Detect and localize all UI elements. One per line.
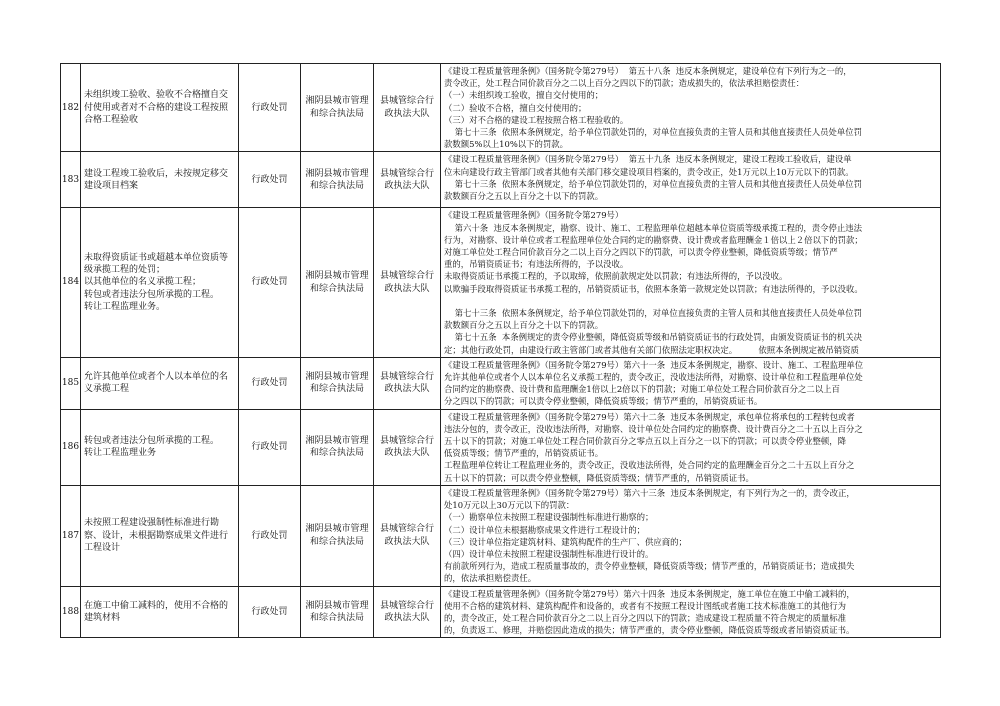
legal-basis-line: 第七十五条 本条例规定的责令停业整顿，降低资质等级和吊销资质证书的行政处罚，由颁发资质证书的机关决	[444, 332, 862, 343]
item-name: 在施工中偷工减料的，使用不合格的建筑材料	[81, 586, 239, 638]
legal-basis-line: 《建设工程质量管理条例》（国务院令第279号）第六十四条 违反本条例规定，施工单位在施工中偷工减料的，	[444, 588, 855, 599]
table-row	[61, 208, 941, 357]
legal-basis-line: 允许其他单位或者个人以本单位名义承揽工程的，责令改正，没收违法所得，对勘察、设计单位和工程监理单位处	[444, 372, 863, 383]
legal-basis-line: （三）设计单位指定建筑材料、建筑构配件的生产厂、供应商的；	[444, 536, 687, 547]
legal-basis-line: （二）设计单位未根据勘察成果文件进行工程设计的；	[444, 524, 645, 535]
executing-unit: 县城管综合行政执法大队	[374, 357, 441, 409]
legal-basis-line: 款数额百分之五以上百分之十以下的罚款。	[444, 191, 604, 202]
legal-basis-line: 五十以下的罚款；可以责令停业整顿，降低资质等级；情节严重的，吊销资质证书。	[444, 472, 754, 483]
executing-unit: 县城管综合行政执法大队	[374, 208, 441, 357]
penalty-category: 行政处罚	[239, 485, 301, 586]
legal-basis-line: （一）未组织竣工验收，擅自交付使用的；	[444, 90, 604, 101]
legal-basis-line: （二）验收不合格，擅自交付使用的；	[444, 102, 587, 113]
legal-basis	[441, 357, 941, 409]
table-row	[61, 485, 941, 586]
responsible-department: 湘阴县城市管理和综合执法局	[301, 152, 374, 208]
penalty-category: 行政处罚	[239, 208, 301, 357]
legal-basis-line: 工程监理单位转让工程监理业务的，责令改正，没收违法所得，处合同约定的监理酬金百分之二十五以上百分之	[444, 460, 855, 471]
legal-basis	[441, 152, 941, 208]
penalty-category: 行政处罚	[239, 357, 301, 409]
item-name: 未组织竣工验收、验收不合格擅自交付使用或者对不合格的建设工程按照合格工程验收	[81, 64, 239, 152]
responsible-department: 湘阴县城市管理和综合执法局	[301, 586, 374, 638]
legal-basis	[441, 64, 941, 152]
item-name: 转包或者违法分包所承揽的工程。 转让工程监理业务	[81, 409, 239, 485]
legal-basis-line: 重的，吊销资质证书；有违法所得的，予以没收。	[444, 259, 629, 270]
legal-basis-line: 第七十三条 依照本条例规定，给予单位罚款处罚的，对单位直接负责的主管人员和其他直接责任人员处单位罚	[444, 308, 862, 319]
table-row	[61, 64, 941, 152]
legal-basis-line: 的，负责返工、修理，并赔偿因此造成的损失；情节严重的，责令停业整顿，降低资质等级或者吊销资质证书。	[444, 625, 855, 636]
legal-basis-line: 未取得资质证书承揽工程的，予以取缔，依照前款规定处以罚款；有违法所得的，予以没收。	[444, 271, 788, 282]
legal-basis-line: （一）勘察单位未按照工程建设强制性标准进行勘察的；	[444, 512, 654, 523]
legal-basis-line: 违法分包的，责令改正，没收违法所得，对勘察、设计单位处合同约定的勘察费、设计费百分之二十五以上百分之	[444, 423, 863, 434]
item-name: 允许其他单位或者个人以本单位的名义承揽工程	[81, 357, 239, 409]
responsible-department: 湘阴县城市管理和综合执法局	[301, 409, 374, 485]
penalty-category: 行政处罚	[239, 586, 301, 638]
legal-basis-line: 第六十条 违反本条例规定，勘察、设计、施工、工程监理单位超越本单位资质等级承揽工程的，责令停止违法	[444, 222, 862, 233]
legal-basis-line: 第七十三条 依照本条例规定，给予单位罚款处罚的，对单位直接负责的主管人员和其他直接责任人员处单位罚	[444, 178, 862, 189]
legal-basis-line	[444, 295, 937, 307]
table-row	[61, 152, 941, 208]
legal-basis-line: （三）对不合格的建设工程按照合格工程验收的。	[444, 114, 629, 125]
legal-basis-line: 的，依法承担赔偿责任。	[444, 573, 537, 584]
legal-basis-line: 行为，对勘察、设计单位或者工程监理单位处合同约定的勘察费、设计费或者监理酬金１倍以上２倍以下的罚款；	[444, 234, 863, 245]
table-row	[61, 357, 941, 409]
legal-basis-line: 款数额5%以上10%以下的罚款。	[444, 139, 569, 150]
legal-basis-line: 对施工单位处工程合同价款百分之二以上百分之四以下的罚款，可以责令停业整顿，降低资质等级；情节严	[444, 247, 838, 258]
penalty-category: 行政处罚	[239, 64, 301, 152]
legal-basis-line: 《建设工程质量管理条例》（国务院令第279号）第六十一条 违反本条例规定，勘察、设计、施工、工程监理单位	[444, 359, 864, 370]
legal-basis-line: 处10万元以上30万元以下的罚款：	[444, 500, 575, 511]
item-name: 建设工程竣工验收后，未按规定移交建设项目档案	[81, 152, 239, 208]
item-name: 未取得资质证书或超越本单位资质等级承揽工程的处罚； 以其他单位的名义承揽工程； 转包或者违法分包所承揽的工程。 转让工程监理业务。	[81, 208, 239, 357]
row-number: 186	[61, 409, 81, 485]
row-number: 185	[61, 357, 81, 409]
executing-unit: 县城管综合行政执法大队	[374, 152, 441, 208]
legal-basis-line: 使用不合格的建筑材料、建筑构配件和设备的，或者有不按照工程设计图纸或者施工技术标准施工的其他行为	[444, 600, 846, 611]
table-row	[61, 586, 941, 638]
responsible-department: 湘阴县城市管理和综合执法局	[301, 485, 374, 586]
legal-basis-line: 《建设工程质量管理条例》（国务院令第279号） 第五十九条 违反本条例规定，建设工程竣工验收后，建设单	[444, 154, 852, 165]
table-row	[61, 409, 941, 485]
legal-basis-line: 低资质等级；情节严重的，吊销资质证书。	[444, 448, 604, 459]
legal-basis-line: 款数额百分之五以上百分之十以下的罚款。	[444, 320, 604, 331]
row-number: 188	[61, 586, 81, 638]
row-number: 187	[61, 485, 81, 586]
legal-basis-line: 以欺骗手段取得资质证书承揽工程的，吊销资质证书，依照本条第一款规定处以罚款；有违法所得的，予以没收。	[444, 283, 863, 294]
legal-basis-line: 的，责令改正，处工程合同价款百分之二以上百分之四以下的罚款；造成建设工程质量不符合规定的质量标准	[444, 612, 846, 623]
legal-basis-line: 第七十三条 依照本条例规定，给予单位罚款处罚的，对单位直接负责的主管人员和其他直接责任人员处单位罚	[444, 127, 862, 138]
enforcement-table	[60, 63, 941, 638]
responsible-department: 湘阴县城市管理和综合执法局	[301, 208, 374, 357]
legal-basis	[441, 208, 941, 357]
penalty-category: 行政处罚	[239, 152, 301, 208]
legal-basis-line: 五十以下的罚款；对施工单位处工程合同价款百分之零点五以上百分之一以下的罚款；可以责令停业整顿，降	[444, 436, 846, 447]
executing-unit: 县城管综合行政执法大队	[374, 64, 441, 152]
row-number: 184	[61, 208, 81, 357]
responsible-department: 湘阴县城市管理和综合执法局	[301, 357, 374, 409]
item-name: 未按照工程建设强制性标准进行勘察、设计，未根据勘察成果文件进行工程设计	[81, 485, 239, 586]
executing-unit: 县城管综合行政执法大队	[374, 409, 441, 485]
row-number: 182	[61, 64, 81, 152]
responsible-department: 湘阴县城市管理和综合执法局	[301, 64, 374, 152]
legal-basis-line: （四）设计单位未按照工程建设强制性标准进行设计的。	[444, 548, 654, 559]
row-number: 183	[61, 152, 81, 208]
legal-basis-line: 位未向建设行政主管部门或者其他有关部门移交建设项目档案的，责令改正，处1万元以上10万元以下的罚款。	[444, 166, 854, 177]
legal-basis	[441, 409, 941, 485]
legal-basis-line: 责令改正，处工程合同价款百分之二以上百分之四以下的罚款；造成损失的，依法承担赔偿责任：	[444, 78, 805, 89]
legal-basis-line: 合同约定的勘察费、设计费和监理酬金1倍以上2倍以下的罚款；对施工单位处工程合同价款百分之二以上百	[444, 384, 840, 395]
legal-basis-line: 定；其他行政处罚，由建设行政主管部门或者其他有关部门依照法定职权决定。 依照本条例规定被吊销资质	[444, 344, 859, 355]
legal-basis-line: 《建设工程质量管理条例》（国务院令第279号）第六十三条 违反本条例规定，有下列行为之一的，责令改正，	[444, 487, 855, 498]
legal-basis-line: 有前款所列行为，造成工程质量事故的，责令停业整顿，降低资质等级；情节严重的，吊销资质证书；造成损失	[444, 561, 855, 572]
penalty-category: 行政处罚	[239, 409, 301, 485]
executing-unit: 县城管综合行政执法大队	[374, 485, 441, 586]
legal-basis	[441, 586, 941, 638]
legal-basis-line: 分之四以下的罚款；可以责令停业整顿，降低资质等级；情节严重的，吊销资质证书。	[444, 396, 763, 407]
legal-basis-line: 《建设工程质量管理条例》（国务院令第279号）第六十二条 违反本条例规定，承包单位将承包的工程转包或者	[444, 411, 855, 422]
legal-basis	[441, 485, 941, 586]
legal-basis-line: 《建设工程质量管理条例》（国务院令第279号） 第五十八条 违反本条例规定，建设单位有下列行为之一的，	[444, 66, 852, 76]
legal-basis-line: 《建设工程质量管理条例》（国务院令第279号）	[444, 210, 624, 221]
executing-unit: 县城管综合行政执法大队	[374, 586, 441, 638]
